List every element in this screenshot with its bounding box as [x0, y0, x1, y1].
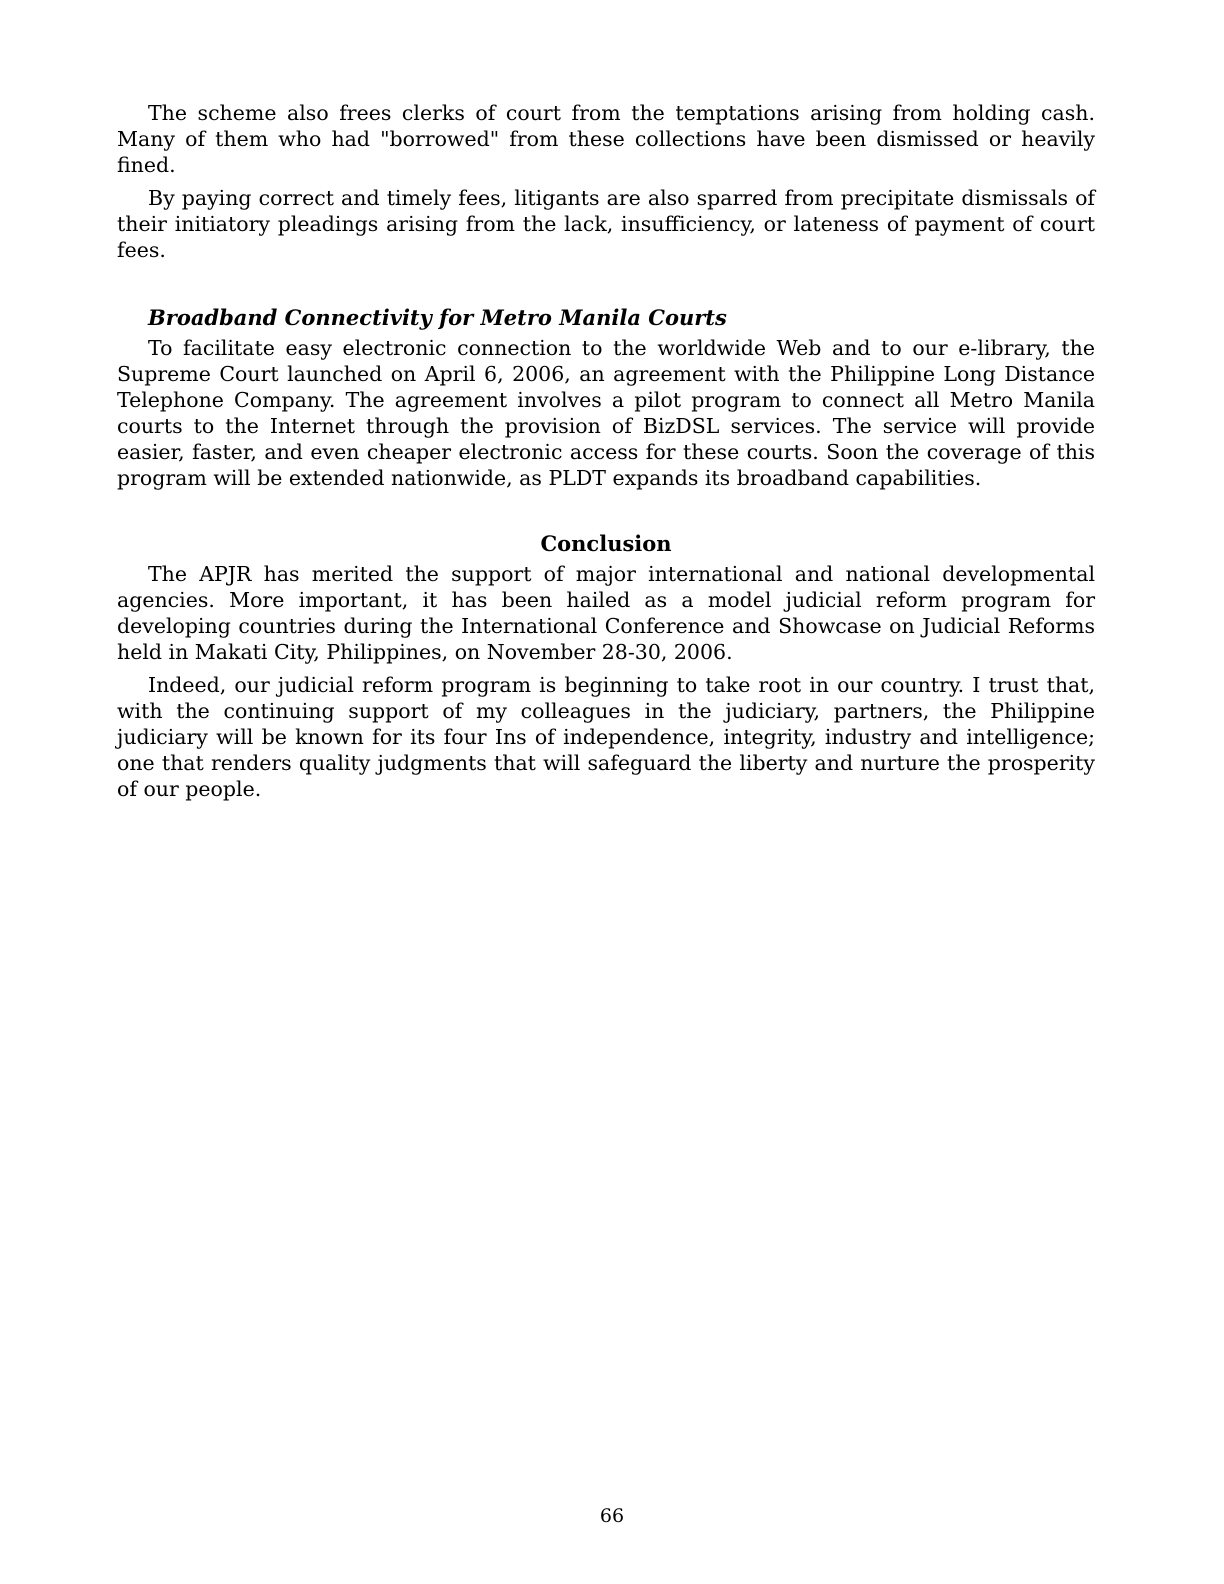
paragraph-litigants-fees: By paying correct and timely fees, litigants are also sparred from precipitate dismissals of their initiatory pleadings arising from the lack, insufficiency, or lateness of payment of court fees. [117, 186, 1095, 262]
paragraph-apjr-support: The APJR has merited the support of major international and national developmental agencies. More important, it has been hailed as a model judicial reform program for developing countries during the International Conference and Showcase on Judicial Reforms held in Makati City, Philippines, on November 28-30, 2006. [117, 562, 1095, 664]
spacer [117, 178, 1095, 185]
page-number: 66 [599, 1505, 625, 1527]
spacer [117, 665, 1095, 672]
section-heading-broadband: Broadband Connectivity for Metro Manila Courts [148, 305, 727, 330]
section-heading-conclusion: Conclusion [540, 531, 672, 556]
paragraph-clerks-cash: The scheme also frees clerks of court from the temptations arising from holding cash. Many of them who had "borrowed" from these collections have been dismissed or heavily fined. [117, 101, 1095, 177]
spacer [117, 263, 1095, 303]
paragraph-broadband: To facilitate easy electronic connection to the worldwide Web and to our e-library, the Supreme Court launched on April 6, 2006, an agreement with the Philippine Long Distance Telephone Company. The agreement involves a pilot program to connect all Metro Manila courts to the Internet through the provision of BizDSL services. The service will provide easier, faster, and even cheaper electronic access for these courts. Soon the coverage of this program will be extended nationwide, as PLDT expands its broadband capabilities. [117, 336, 1095, 490]
document-page [117, 100, 1095, 802]
paragraph-judicial-reform: Indeed, our judicial reform program is beginning to take root in our country. I trust that, with the continuing support of my colleagues in the judiciary, partners, the Philippine judiciary will be known for its four Ins of independence, integrity, industry and intelligence; one that renders quality judgments that will safeguard the liberty and nurture the prosperity of our people. [117, 673, 1095, 801]
spacer [117, 491, 1095, 529]
